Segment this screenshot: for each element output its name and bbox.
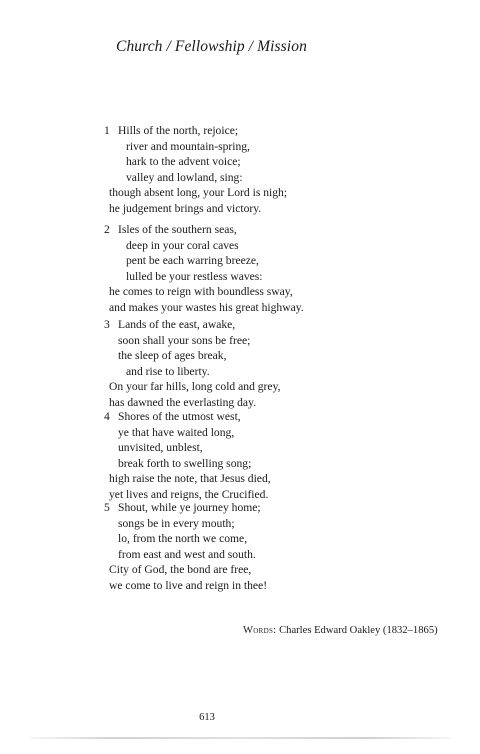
verse-line: City of God, the bond are free, [109,563,252,577]
verse-line: he comes to reign with boundless sway, [109,285,293,299]
verse-line: we come to live and reign in thee! [109,578,268,592]
verse-line: the sleep of ages break, [118,349,227,363]
verse-line: pent be each warring breeze, [126,254,259,268]
verse-line: Hills of the north, rejoice; [118,124,239,137]
verse-number: 2 [104,223,110,236]
credits-author: Charles Edward Oakley (1832–1865) [279,625,438,636]
verse-line: and rise to liberty. [126,364,210,378]
verse-number: 5 [104,501,110,514]
verse-number: 1 [104,124,110,137]
verse-3 [104,317,281,411]
verse-line: deep in your coral caves [126,238,239,252]
verse-line: Shores of the utmost west, [118,410,241,423]
verse-4 [104,409,271,503]
verse-number: 3 [104,318,110,331]
verse-line: has dawned the everlasting day. [109,395,257,409]
verse-line: Lands of the east, awake, [118,318,236,331]
credits-label: Words: [243,625,277,636]
verse-number: 4 [104,410,110,423]
verse-line: river and mountain-spring, [126,139,250,153]
verse-line: yet lives and reigns, the Crucified. [109,487,269,501]
verse-line: and makes your wastes his great highway. [109,300,304,314]
verse-line: On your far hills, long cold and grey, [109,380,281,394]
page-number-wrap [0,712,480,723]
verse-5 [104,500,267,594]
verse-line: songs be in every mouth; [118,516,235,530]
verse-line: hark to the advent voice; [126,155,241,169]
verse-line: valley and lowland, sing: [126,170,243,184]
verse-line: unvisited, unblest, [118,441,203,455]
verse-2 [104,222,304,316]
verse-line: Shout, while ye journey home; [118,501,261,514]
page-number: 613 [199,712,215,723]
verse-line: though absent long, your Lord is nigh; [109,186,288,200]
verse-line: break forth to swelling song; [118,456,252,470]
hymn-credits [243,625,438,636]
verse-line: high raise the note, that Jesus died, [109,472,271,486]
bottom-divider [30,737,450,739]
verse-line: ye that have waited long, [118,425,235,439]
verse-1 [104,123,287,217]
verse-line: Isles of the southern seas, [118,223,237,236]
verse-line: soon shall your sons be free; [118,333,251,347]
verse-line: from east and west and south. [118,547,256,561]
verse-line: he judgement brings and victory. [109,201,262,215]
verse-line: lulled be your restless waves: [126,269,263,283]
section-title: Church / Fellowship / Mission [116,38,307,55]
verse-line: lo, from the north we come, [118,532,248,546]
